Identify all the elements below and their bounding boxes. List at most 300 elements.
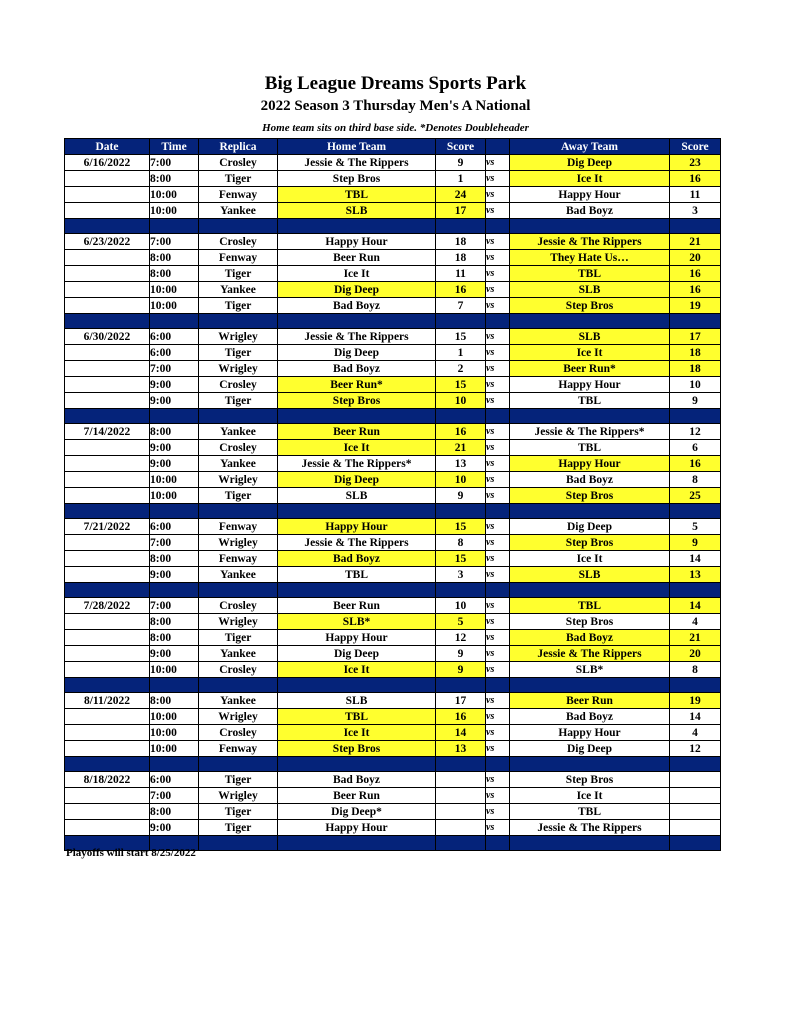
away-score: 9 xyxy=(670,535,721,551)
game-time: 8:00 xyxy=(150,171,199,187)
game-time: 10:00 xyxy=(150,203,199,219)
home-score: 10 xyxy=(436,598,486,614)
away-score: 9 xyxy=(670,393,721,409)
home-team: Beer Run* xyxy=(278,377,436,393)
game-replica-field: Wrigley xyxy=(199,329,278,345)
home-score: 18 xyxy=(436,250,486,266)
away-score: 14 xyxy=(670,598,721,614)
home-score: 14 xyxy=(436,725,486,741)
separator-cell xyxy=(65,583,150,598)
away-score: 12 xyxy=(670,424,721,440)
game-time: 10:00 xyxy=(150,488,199,504)
vs-label: vs xyxy=(486,804,510,820)
vs-label: vs xyxy=(486,551,510,567)
home-team: Ice It xyxy=(278,725,436,741)
game-time: 8:00 xyxy=(150,266,199,282)
game-time: 10:00 xyxy=(150,741,199,757)
home-score: 9 xyxy=(436,155,486,171)
separator-cell xyxy=(278,757,436,772)
game-date xyxy=(65,361,150,377)
game-date xyxy=(65,488,150,504)
table-row xyxy=(65,266,721,282)
home-team: TBL xyxy=(278,187,436,203)
separator-cell xyxy=(436,409,486,424)
away-team: Step Bros xyxy=(510,298,670,314)
column-header-away-team: Away Team xyxy=(510,139,670,155)
table-row xyxy=(65,345,721,361)
game-time: 8:00 xyxy=(150,614,199,630)
column-header-away-score: Score xyxy=(670,139,721,155)
away-score: 25 xyxy=(670,488,721,504)
game-time: 9:00 xyxy=(150,440,199,456)
separator-cell xyxy=(436,219,486,234)
separator-cell xyxy=(150,678,199,693)
game-replica-field: Fenway xyxy=(199,741,278,757)
separator-cell xyxy=(65,219,150,234)
game-time: 8:00 xyxy=(150,804,199,820)
game-date xyxy=(65,741,150,757)
game-date xyxy=(65,804,150,820)
away-score: 19 xyxy=(670,693,721,709)
game-replica-field: Tiger xyxy=(199,345,278,361)
vs-label: vs xyxy=(486,598,510,614)
separator-cell xyxy=(670,409,721,424)
home-score: 15 xyxy=(436,377,486,393)
game-replica-field: Crosley xyxy=(199,440,278,456)
schedule-table xyxy=(64,138,721,851)
game-time: 10:00 xyxy=(150,725,199,741)
vs-label: vs xyxy=(486,630,510,646)
home-score: 1 xyxy=(436,171,486,187)
away-team: SLB xyxy=(510,282,670,298)
away-team: Dig Deep xyxy=(510,155,670,171)
vs-label: vs xyxy=(486,472,510,488)
vs-label: vs xyxy=(486,772,510,788)
separator-cell xyxy=(278,678,436,693)
home-team: Happy Hour xyxy=(278,630,436,646)
home-score: 10 xyxy=(436,472,486,488)
game-time: 10:00 xyxy=(150,282,199,298)
game-replica-field: Crosley xyxy=(199,155,278,171)
game-date xyxy=(65,614,150,630)
away-team: Beer Run* xyxy=(510,361,670,377)
game-date xyxy=(65,709,150,725)
away-score xyxy=(670,804,721,820)
away-score: 18 xyxy=(670,361,721,377)
home-score: 12 xyxy=(436,630,486,646)
vs-label: vs xyxy=(486,393,510,409)
separator-cell xyxy=(670,757,721,772)
separator-cell xyxy=(486,219,510,234)
week-separator xyxy=(65,757,721,772)
table-row xyxy=(65,187,721,203)
vs-label: vs xyxy=(486,820,510,836)
away-score: 21 xyxy=(670,630,721,646)
separator-cell xyxy=(670,504,721,519)
game-time: 8:00 xyxy=(150,551,199,567)
game-date xyxy=(65,535,150,551)
separator-cell xyxy=(65,678,150,693)
away-score: 19 xyxy=(670,298,721,314)
separator-cell xyxy=(510,678,670,693)
week-separator xyxy=(65,409,721,424)
table-row xyxy=(65,298,721,314)
week-separator xyxy=(65,219,721,234)
separator-cell xyxy=(150,504,199,519)
home-team: Jessie & The Rippers xyxy=(278,155,436,171)
game-date: 6/23/2022 xyxy=(65,234,150,250)
away-score: 21 xyxy=(670,234,721,250)
game-date xyxy=(65,788,150,804)
game-replica-field: Tiger xyxy=(199,804,278,820)
away-team: TBL xyxy=(510,804,670,820)
away-score xyxy=(670,772,721,788)
game-date xyxy=(65,472,150,488)
separator-cell xyxy=(150,757,199,772)
home-score: 16 xyxy=(436,424,486,440)
vs-label: vs xyxy=(486,725,510,741)
game-time: 10:00 xyxy=(150,298,199,314)
home-team: Ice It xyxy=(278,662,436,678)
game-replica-field: Fenway xyxy=(199,187,278,203)
vs-label: vs xyxy=(486,282,510,298)
home-score: 9 xyxy=(436,488,486,504)
home-team: Beer Run xyxy=(278,424,436,440)
game-replica-field: Fenway xyxy=(199,519,278,535)
separator-cell xyxy=(510,583,670,598)
separator-cell xyxy=(199,219,278,234)
away-score: 16 xyxy=(670,266,721,282)
home-team: Bad Boyz xyxy=(278,551,436,567)
separator-cell xyxy=(150,219,199,234)
game-replica-field: Wrigley xyxy=(199,361,278,377)
game-replica-field: Wrigley xyxy=(199,709,278,725)
separator-cell xyxy=(486,314,510,329)
home-team: TBL xyxy=(278,709,436,725)
home-team: Ice It xyxy=(278,440,436,456)
separator-cell xyxy=(436,836,486,851)
game-time: 9:00 xyxy=(150,377,199,393)
home-score: 17 xyxy=(436,203,486,219)
away-score: 14 xyxy=(670,551,721,567)
game-time: 6:00 xyxy=(150,345,199,361)
away-score: 16 xyxy=(670,282,721,298)
game-date xyxy=(65,646,150,662)
away-team: Ice It xyxy=(510,788,670,804)
separator-cell xyxy=(150,409,199,424)
away-score: 20 xyxy=(670,250,721,266)
game-time: 9:00 xyxy=(150,456,199,472)
game-replica-field: Tiger xyxy=(199,772,278,788)
home-team: Bad Boyz xyxy=(278,772,436,788)
vs-label: vs xyxy=(486,567,510,583)
game-time: 9:00 xyxy=(150,820,199,836)
home-score xyxy=(436,772,486,788)
home-team: Happy Hour xyxy=(278,234,436,250)
game-replica-field: Wrigley xyxy=(199,614,278,630)
schedule-note: Home team sits on third base side. *Denotes Doubleheader xyxy=(262,122,529,134)
away-team: Happy Hour xyxy=(510,377,670,393)
table-row xyxy=(65,646,721,662)
away-score: 23 xyxy=(670,155,721,171)
away-score: 4 xyxy=(670,725,721,741)
away-score: 14 xyxy=(670,709,721,725)
away-team: Jessie & The Rippers xyxy=(510,646,670,662)
table-row xyxy=(65,361,721,377)
table-row xyxy=(65,250,721,266)
table-row xyxy=(65,567,721,583)
vs-label: vs xyxy=(486,361,510,377)
separator-cell xyxy=(510,314,670,329)
home-score: 18 xyxy=(436,234,486,250)
table-row xyxy=(65,551,721,567)
away-team: Happy Hour xyxy=(510,187,670,203)
home-team: SLB xyxy=(278,488,436,504)
game-replica-field: Tiger xyxy=(199,488,278,504)
separator-cell xyxy=(278,504,436,519)
home-team: Dig Deep* xyxy=(278,804,436,820)
separator-cell xyxy=(199,504,278,519)
away-score xyxy=(670,788,721,804)
away-team: TBL xyxy=(510,598,670,614)
away-team: Bad Boyz xyxy=(510,709,670,725)
game-time: 7:00 xyxy=(150,598,199,614)
separator-cell xyxy=(436,504,486,519)
vs-label: vs xyxy=(486,488,510,504)
vs-label: vs xyxy=(486,456,510,472)
separator-cell xyxy=(278,314,436,329)
home-team: SLB xyxy=(278,693,436,709)
column-header-time: Time xyxy=(150,139,199,155)
vs-label: vs xyxy=(486,266,510,282)
game-date: 6/16/2022 xyxy=(65,155,150,171)
game-date xyxy=(65,266,150,282)
home-team: Bad Boyz xyxy=(278,361,436,377)
game-date xyxy=(65,282,150,298)
table-header-row xyxy=(65,139,721,155)
game-replica-field: Yankee xyxy=(199,424,278,440)
game-replica-field: Tiger xyxy=(199,171,278,187)
away-team: TBL xyxy=(510,393,670,409)
away-team: SLB xyxy=(510,567,670,583)
home-team: Step Bros xyxy=(278,393,436,409)
home-team: TBL xyxy=(278,567,436,583)
table-row xyxy=(65,741,721,757)
table-row xyxy=(65,424,721,440)
away-team: TBL xyxy=(510,440,670,456)
game-replica-field: Fenway xyxy=(199,250,278,266)
week-separator xyxy=(65,583,721,598)
away-team: Beer Run xyxy=(510,693,670,709)
game-date: 7/21/2022 xyxy=(65,519,150,535)
away-score: 16 xyxy=(670,171,721,187)
away-score: 16 xyxy=(670,456,721,472)
home-score: 9 xyxy=(436,662,486,678)
vs-label: vs xyxy=(486,440,510,456)
away-team: Bad Boyz xyxy=(510,472,670,488)
schedule-body xyxy=(65,155,721,851)
away-team: SLB* xyxy=(510,662,670,678)
game-replica-field: Yankee xyxy=(199,282,278,298)
away-score: 6 xyxy=(670,440,721,456)
table-row xyxy=(65,203,721,219)
separator-cell xyxy=(150,583,199,598)
home-score: 9 xyxy=(436,646,486,662)
game-replica-field: Tiger xyxy=(199,298,278,314)
home-team: SLB* xyxy=(278,614,436,630)
game-date xyxy=(65,171,150,187)
game-replica-field: Crosley xyxy=(199,662,278,678)
vs-label: vs xyxy=(486,187,510,203)
table-row xyxy=(65,171,721,187)
table-row xyxy=(65,456,721,472)
game-time: 10:00 xyxy=(150,662,199,678)
game-replica-field: Yankee xyxy=(199,567,278,583)
game-replica-field: Yankee xyxy=(199,693,278,709)
separator-cell xyxy=(199,678,278,693)
home-team: Beer Run xyxy=(278,250,436,266)
game-date xyxy=(65,393,150,409)
table-row xyxy=(65,614,721,630)
home-team: Dig Deep xyxy=(278,282,436,298)
away-score: 20 xyxy=(670,646,721,662)
week-separator xyxy=(65,314,721,329)
home-score: 3 xyxy=(436,567,486,583)
home-team: Step Bros xyxy=(278,741,436,757)
game-time: 10:00 xyxy=(150,187,199,203)
separator-cell xyxy=(510,409,670,424)
away-score: 11 xyxy=(670,187,721,203)
separator-cell xyxy=(278,409,436,424)
vs-label: vs xyxy=(486,424,510,440)
week-separator xyxy=(65,504,721,519)
home-score: 15 xyxy=(436,329,486,345)
away-team: Jessie & The Rippers xyxy=(510,820,670,836)
separator-cell xyxy=(436,583,486,598)
separator-cell xyxy=(436,314,486,329)
table-row xyxy=(65,329,721,345)
game-replica-field: Crosley xyxy=(199,725,278,741)
game-date xyxy=(65,567,150,583)
table-row xyxy=(65,772,721,788)
away-score: 13 xyxy=(670,567,721,583)
game-replica-field: Crosley xyxy=(199,377,278,393)
game-date xyxy=(65,250,150,266)
table-row xyxy=(65,630,721,646)
table-row xyxy=(65,234,721,250)
playoffs-note: Playoffs will start 8/25/2022 xyxy=(66,847,196,859)
table-row xyxy=(65,662,721,678)
game-replica-field: Wrigley xyxy=(199,472,278,488)
table-row xyxy=(65,788,721,804)
vs-label: vs xyxy=(486,788,510,804)
home-score: 13 xyxy=(436,456,486,472)
vs-label: vs xyxy=(486,614,510,630)
separator-cell xyxy=(199,757,278,772)
game-replica-field: Tiger xyxy=(199,630,278,646)
game-date xyxy=(65,725,150,741)
game-time: 6:00 xyxy=(150,519,199,535)
game-time: 7:00 xyxy=(150,535,199,551)
vs-label: vs xyxy=(486,377,510,393)
away-score: 5 xyxy=(670,519,721,535)
home-team: Jessie & The Rippers xyxy=(278,329,436,345)
page-title: Big League Dreams Sports Park xyxy=(264,73,527,94)
away-team: Step Bros xyxy=(510,535,670,551)
home-score: 10 xyxy=(436,393,486,409)
home-team: Jessie & The Rippers* xyxy=(278,456,436,472)
separator-cell xyxy=(486,409,510,424)
game-time: 6:00 xyxy=(150,329,199,345)
away-score: 3 xyxy=(670,203,721,219)
separator-cell xyxy=(278,836,436,851)
table-row xyxy=(65,488,721,504)
vs-label: vs xyxy=(486,535,510,551)
away-team: TBL xyxy=(510,266,670,282)
home-score: 7 xyxy=(436,298,486,314)
game-time: 8:00 xyxy=(150,693,199,709)
away-team: Jessie & The Rippers xyxy=(510,234,670,250)
game-replica-field: Yankee xyxy=(199,456,278,472)
away-score xyxy=(670,820,721,836)
home-score: 17 xyxy=(436,693,486,709)
separator-cell xyxy=(670,583,721,598)
game-time: 7:00 xyxy=(150,788,199,804)
separator-cell xyxy=(65,409,150,424)
home-score: 8 xyxy=(436,535,486,551)
game-time: 7:00 xyxy=(150,234,199,250)
home-score xyxy=(436,804,486,820)
away-score: 18 xyxy=(670,345,721,361)
vs-label: vs xyxy=(486,203,510,219)
home-score: 16 xyxy=(436,282,486,298)
game-time: 10:00 xyxy=(150,472,199,488)
game-replica-field: Yankee xyxy=(199,646,278,662)
away-team: Bad Boyz xyxy=(510,203,670,219)
home-score: 21 xyxy=(436,440,486,456)
away-team: Ice It xyxy=(510,345,670,361)
vs-label: vs xyxy=(486,171,510,187)
home-team: SLB xyxy=(278,203,436,219)
table-row xyxy=(65,535,721,551)
game-replica-field: Tiger xyxy=(199,393,278,409)
vs-label: vs xyxy=(486,709,510,725)
game-time: 7:00 xyxy=(150,361,199,377)
away-team: Happy Hour xyxy=(510,725,670,741)
away-team: Dig Deep xyxy=(510,519,670,535)
vs-label: vs xyxy=(486,646,510,662)
column-header-home-score: Score xyxy=(436,139,486,155)
table-row xyxy=(65,725,721,741)
home-team: Dig Deep xyxy=(278,345,436,361)
home-score: 15 xyxy=(436,551,486,567)
table-row xyxy=(65,440,721,456)
away-score: 4 xyxy=(670,614,721,630)
separator-cell xyxy=(199,314,278,329)
vs-label: vs xyxy=(486,250,510,266)
game-replica-field: Crosley xyxy=(199,234,278,250)
table-row xyxy=(65,519,721,535)
away-team: Happy Hour xyxy=(510,456,670,472)
game-date xyxy=(65,551,150,567)
game-date xyxy=(65,456,150,472)
week-separator xyxy=(65,678,721,693)
away-team: Dig Deep xyxy=(510,741,670,757)
away-score: 8 xyxy=(670,662,721,678)
home-team: Beer Run xyxy=(278,788,436,804)
game-date: 8/18/2022 xyxy=(65,772,150,788)
away-team: Step Bros xyxy=(510,772,670,788)
